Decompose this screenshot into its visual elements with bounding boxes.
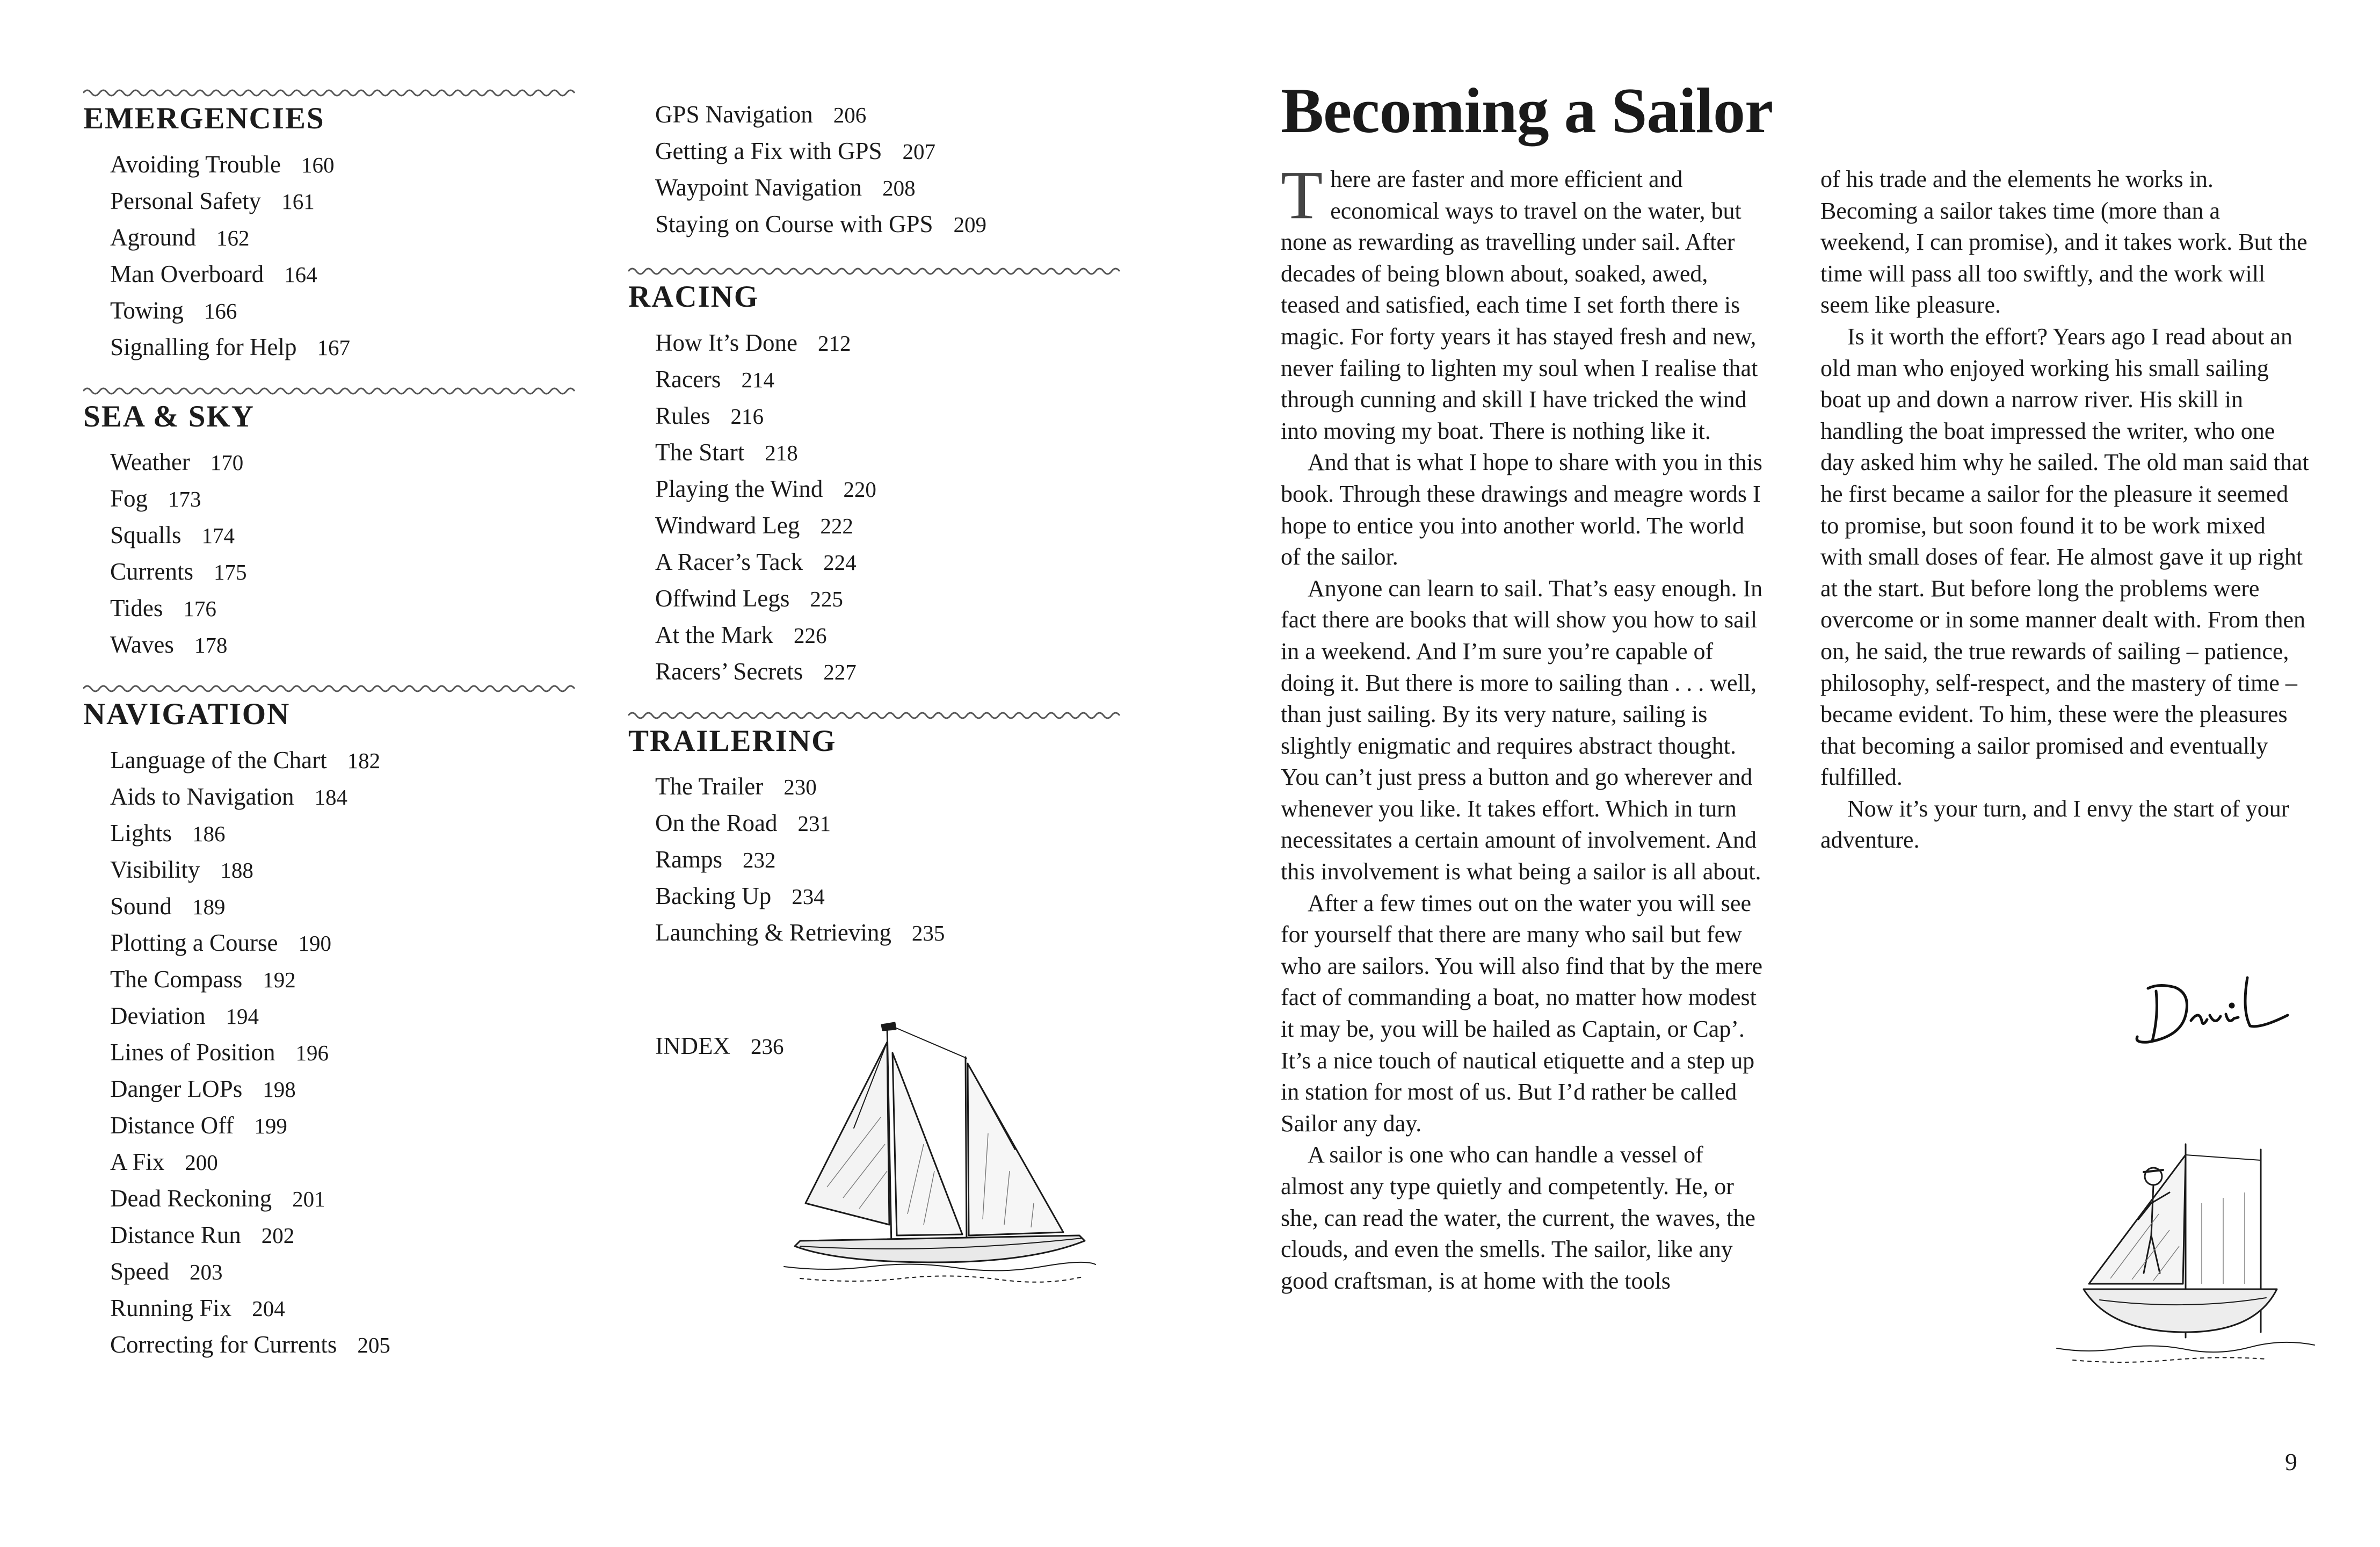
page-number: 9 xyxy=(2285,1448,2297,1476)
toc-entry-page: 198 xyxy=(263,1077,296,1102)
toc-entry-title: Lines of Position xyxy=(110,1039,275,1066)
toc-entry-page: 207 xyxy=(902,139,936,164)
toc-entry-title: Dead Reckoning xyxy=(110,1185,272,1212)
toc-entry-title: Lights xyxy=(110,820,172,847)
toc-entry-title: Currents xyxy=(110,558,193,585)
toc-entry xyxy=(655,581,1128,617)
toc-entry-title: Offwind Legs xyxy=(655,584,790,612)
toc-entry-title: Playing the Wind xyxy=(655,475,823,502)
toc-entry-page: 209 xyxy=(953,212,987,237)
toc-entry-page: 204 xyxy=(252,1296,285,1321)
toc-entry-page: 167 xyxy=(317,335,350,360)
toc-entry-title: Language of the Chart xyxy=(110,747,327,774)
toc-entry-title: Backing Up xyxy=(655,883,772,910)
toc-entry-title: Weather xyxy=(110,449,190,476)
toc-section-trailering xyxy=(628,709,1128,952)
toc-entry-title: The Trailer xyxy=(655,773,764,800)
toc-entry xyxy=(655,654,1128,690)
toc-entry-title: A Racer’s Tack xyxy=(655,548,803,575)
toc-entry xyxy=(110,925,583,962)
toc-entry-page: 174 xyxy=(201,523,235,548)
toc-entry-title: Sound xyxy=(110,893,172,920)
toc-entry xyxy=(655,842,1128,878)
author-signature xyxy=(2127,967,2309,1053)
toc-column-2 xyxy=(628,97,1128,1060)
drop-cap: T xyxy=(1281,157,1323,233)
toc-entry-title: On the Road xyxy=(655,809,778,837)
toc-entry-page: 205 xyxy=(357,1333,390,1358)
toc-entry xyxy=(110,293,583,329)
toc-entry xyxy=(110,1181,583,1217)
toc-entry-page: 208 xyxy=(882,176,916,200)
toc-entry-page: 203 xyxy=(189,1260,223,1285)
toc-entry xyxy=(110,742,583,779)
toc-entry-page: 196 xyxy=(295,1040,329,1066)
toc-entry-page: 230 xyxy=(783,775,817,800)
toc-entry-page: 182 xyxy=(347,748,381,774)
toc-entry-title: Speed xyxy=(110,1258,169,1285)
toc-entry xyxy=(110,329,583,366)
toc-entry xyxy=(655,878,1128,915)
toc-entry xyxy=(110,627,583,663)
toc-section-sea-sky xyxy=(83,384,583,664)
toc-entry-title: Getting a Fix with GPS xyxy=(655,138,882,164)
toc-section-racing xyxy=(628,264,1128,690)
toc-index-label: INDEX xyxy=(655,1032,730,1060)
toc-entry-page: 202 xyxy=(261,1223,295,1248)
toc-entry-page: 190 xyxy=(298,931,331,956)
toc-entry-title: Waypoint Navigation xyxy=(655,174,862,201)
toc-entry-page: 235 xyxy=(911,921,945,946)
toc-entry-page: 173 xyxy=(168,487,201,512)
toc-entry-title: Plotting a Course xyxy=(110,929,278,957)
toc-entry xyxy=(655,206,1128,243)
wave-divider xyxy=(83,384,577,398)
toc-entry-title: Deviation xyxy=(110,1002,206,1030)
toc-entry xyxy=(110,517,583,554)
toc-entry-page: 170 xyxy=(210,450,244,475)
toc-entry xyxy=(110,1217,583,1254)
essay-paragraph: of his trade and the elements he works in. Becoming a sailor takes time (more than a weekend, I can promise), and it takes work. But the time will pass all too swiftly, and the work will seem like pleasure. xyxy=(1820,166,2308,319)
toc-entry xyxy=(655,97,1128,133)
toc-entry-title: Ramps xyxy=(655,846,723,873)
toc-entry-page: 188 xyxy=(220,858,253,883)
toc-entry-title: How It’s Done xyxy=(655,329,797,356)
toc-entry-title: Signalling for Help xyxy=(110,333,297,360)
toc-entry xyxy=(655,915,1128,951)
toc-entry-title: Aids to Navigation xyxy=(110,783,294,811)
toc-entry xyxy=(655,471,1128,508)
toc-entry-page: 192 xyxy=(263,967,296,993)
toc-entry-page: 161 xyxy=(281,189,315,214)
toc-entry-title: Personal Safety xyxy=(110,187,262,214)
toc-entry-title: Fog xyxy=(110,485,148,512)
toc-navigation-continued xyxy=(628,97,1128,243)
toc-entry xyxy=(110,256,583,293)
toc-entry-page: 224 xyxy=(823,550,857,575)
wave-divider xyxy=(628,264,1122,278)
toc-entry-page: 206 xyxy=(833,103,867,127)
toc-entry xyxy=(110,554,583,590)
toc-entry-page: 186 xyxy=(192,821,226,847)
toc-entry-title: Staying on Course with GPS xyxy=(655,211,933,237)
toc-entry-title: Launching & Retrieving xyxy=(655,919,891,946)
toc-entry xyxy=(655,805,1128,842)
wave-divider xyxy=(83,86,577,100)
toc-entry-title: Racers’ Secrets xyxy=(655,657,803,685)
toc-entry-title: Avoiding Trouble xyxy=(110,150,281,178)
toc-entry xyxy=(110,888,583,925)
toc-entry xyxy=(655,362,1128,398)
toc-entry-page: 220 xyxy=(843,476,876,502)
toc-entry-title: Rules xyxy=(655,402,710,429)
toc-entry-page: 214 xyxy=(741,367,774,392)
toc-entry xyxy=(110,444,583,481)
toc-heading: EMERGENCIES xyxy=(83,102,325,135)
toc-entry xyxy=(655,544,1128,581)
toc-entry xyxy=(655,435,1128,471)
toc-entry-page: 194 xyxy=(226,1004,259,1029)
toc-entry-page: 175 xyxy=(213,560,247,585)
toc-entry xyxy=(110,815,583,852)
toc-entry xyxy=(110,481,583,517)
toc-entry xyxy=(655,769,1128,805)
essay-paragraph: A sailor is one who can handle a vessel of almost any type quietly and competently. He, or she, can read the water, the current, the waves, the clouds, and even the smells. The sailor, like any good craftsman, is at home with the tools xyxy=(1281,1141,1755,1294)
toc-entry-page: 189 xyxy=(192,894,226,920)
toc-entry xyxy=(655,170,1128,206)
toc-entry-title: At the Mark xyxy=(655,621,773,648)
toc-entry xyxy=(110,852,583,888)
toc-column-1 xyxy=(83,86,583,1382)
toc-entry-page: 160 xyxy=(301,152,335,177)
toc-section-emergencies xyxy=(83,86,583,366)
toc-entry-page: 231 xyxy=(797,811,831,836)
toc-entry-title: The Start xyxy=(655,438,745,466)
essay-paragraph-text: here are faster and more efficient and economical ways to travel on the water, but none as rewarding as travelling under sail. After decades of being blown about, soaked, awed, teased and satisfied, each time I set forth there is magic. For forty years it has stayed fresh and new, never failing to lighten my soul when I realise that through cunning and skill I have tricked the wind into moving my boat. There is nothing like it. xyxy=(1281,166,1758,444)
toc-entry-title: A Fix xyxy=(110,1148,165,1176)
essay-paragraph: And that is what I hope to share with you in this book. Through these drawings and meagre words I hope to entice you into another world. The world of the sailor. xyxy=(1281,449,1762,570)
toc-entry-title: Distance Off xyxy=(110,1112,234,1139)
toc-entry-title: Racers xyxy=(655,365,721,393)
toc-entry-page: 218 xyxy=(765,440,798,465)
toc-entry xyxy=(110,1327,583,1363)
toc-entry xyxy=(655,617,1128,654)
toc-entry-title: Running Fix xyxy=(110,1295,232,1322)
toc-entry xyxy=(110,1254,583,1290)
toc-entry-page: 166 xyxy=(204,298,237,323)
toc-entry xyxy=(110,962,583,998)
toc-entry-page: 225 xyxy=(810,586,843,611)
essay-column-left xyxy=(1281,157,1769,1297)
schooner-illustration xyxy=(763,1010,1106,1300)
toc-entry-title: Aground xyxy=(110,223,196,251)
toc-entry-title: Visibility xyxy=(110,856,200,884)
toc-entry-page: 199 xyxy=(254,1114,287,1139)
toc-heading: NAVIGATION xyxy=(83,697,291,732)
toc-entry-title: Waves xyxy=(110,631,174,659)
toc-entry-title: Squalls xyxy=(110,522,182,549)
essay-paragraph: Is it worth the effort? Years ago I read about an old man who enjoyed working his small sailing boat up and down a narrow river. His skill in handling the boat impressed the writer, who one day asked him why he sailed. The old man said that he first became a sailor for the pleasure it seemed to promise, but soon found it to be work mixed with small doses of fear. He almost gave it up right at the start. But before long the problems were overcome or in some manner dealt with. From then on, he said, the true rewards of sailing – patience, philosophy, self-respect, and the mastery of time – became evident. To him, these were the pleasures that becoming a sailor promised and eventually fulfilled. xyxy=(1820,323,2309,791)
toc-entry-page: 201 xyxy=(292,1187,325,1212)
toc-entry xyxy=(655,398,1128,435)
essay-paragraph: After a few times out on the water you will see for yourself that there are many who sail but few who are sailors. You will also find that by the mere fact of commanding a boat, no matter how modest it may be, you will be hailed as Captain, or Cap’. It’s a nice touch of nautical etiquette and a step up in station for most of us. But I’d rather be called Sailor any day. xyxy=(1281,890,1762,1137)
toc-entry-page: 216 xyxy=(730,403,764,429)
essay-title: Becoming a Sailor xyxy=(1281,75,1773,146)
essay-paragraph: Anyone can learn to sail. That’s easy enough. In fact there are books that will show you how to sail in a weekend. And I’m sure you’re capable of doing it. But there is more to sailing than . . . well, than just sailing. By its very nature, sailing is slightly enigmatic and requires abstract thought. You can’t just press a button and go wherever and whenever you like. It takes effort. Which in turn necessitates a certain amount of involvement. And this involvement is what being a sailor is all about. xyxy=(1281,575,1763,885)
toc-entry-page: 178 xyxy=(194,633,228,658)
wave-divider xyxy=(628,709,1122,722)
toc-entry-page: 162 xyxy=(216,225,250,250)
toc-entry xyxy=(655,133,1128,170)
essay-paragraph: Now it’s your turn, and I envy the start of your adventure. xyxy=(1820,795,2289,854)
toc-entry-page: 222 xyxy=(820,513,853,538)
toc-entry-title: GPS Navigation xyxy=(655,101,813,128)
toc-entry xyxy=(110,1071,583,1108)
toc-entry-title: Danger LOPs xyxy=(110,1075,243,1103)
toc-entry xyxy=(655,508,1128,544)
toc-entry xyxy=(110,1035,583,1071)
toc-entry xyxy=(110,779,583,815)
toc-entry-title: Correcting for Currents xyxy=(110,1331,337,1358)
wave-divider xyxy=(83,682,577,696)
toc-entry xyxy=(110,1290,583,1327)
toc-entry xyxy=(655,325,1128,362)
toc-entry-page: 176 xyxy=(183,596,216,621)
toc-entry-page: 234 xyxy=(792,884,825,909)
toc-entry-page: 200 xyxy=(185,1150,218,1175)
toc-entry xyxy=(110,1108,583,1144)
toc-entry xyxy=(110,183,583,220)
toc-entry-page: 184 xyxy=(314,785,347,810)
toc-entry-page: 232 xyxy=(743,848,776,873)
toc-entry xyxy=(110,220,583,256)
toc-entry-title: The Compass xyxy=(110,966,243,993)
toc-section-navigation xyxy=(83,682,583,1363)
toc-index-page: 236 xyxy=(750,1034,784,1059)
toc-entry xyxy=(110,147,583,183)
toc-entry xyxy=(110,1144,583,1181)
toc-heading: TRAILERING xyxy=(628,724,837,758)
toc-entry-title: Distance Run xyxy=(110,1221,241,1249)
toc-entry xyxy=(110,590,583,627)
essay-column-right xyxy=(1820,164,2309,856)
toc-heading: RACING xyxy=(628,280,759,314)
toc-entry-title: Tides xyxy=(110,595,163,622)
essay-paragraph xyxy=(1281,157,1769,447)
toc-entry-title: Windward Leg xyxy=(655,511,800,539)
toc-entry xyxy=(110,998,583,1035)
toc-entry-page: 164 xyxy=(284,262,317,287)
toc-entry-page: 226 xyxy=(793,623,827,648)
toc-entry-page: 227 xyxy=(823,659,857,684)
toc-entry-title: Man Overboard xyxy=(110,260,264,287)
toc-heading: SEA & SKY xyxy=(83,399,255,433)
dinghy-illustration xyxy=(2025,1139,2325,1375)
toc-entry-title: Towing xyxy=(110,297,184,324)
toc-entry-page: 212 xyxy=(817,330,851,356)
